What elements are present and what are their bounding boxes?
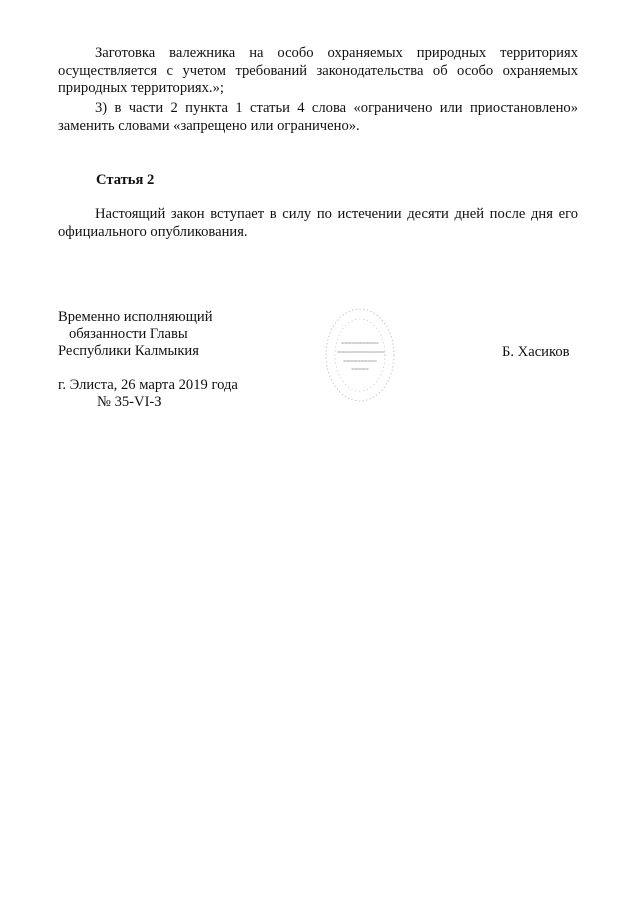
article-heading: Статья 2 (96, 172, 155, 188)
signature-title-line: обязанности Главы (69, 326, 188, 342)
signature-title-line: Республики Калмыкия (58, 343, 199, 359)
law-number: № 35-VI-З (97, 394, 162, 410)
signatory-name: Б. Хасиков (502, 344, 570, 360)
signature-title-line: Временно исполняющий (58, 309, 213, 325)
official-seal-stamp (318, 297, 398, 412)
place-and-date: г. Элиста, 26 марта 2019 года (58, 377, 238, 393)
paragraph-deadwood: Заготовка валежника на особо охраняемых природных территориях осуществляется с учетом требований законодательства об особо охраняемых природных территориях.»; (58, 45, 578, 96)
paragraph-amendment-3: 3) в части 2 пункта 1 статьи 4 слова «ограничено или приостановлено» заменить словами «запрещено или ограничено». (58, 100, 578, 134)
paragraph-entry-into-force: Настоящий закон вступает в силу по истечении десяти дней после дня его официального опубликования. (58, 206, 578, 240)
